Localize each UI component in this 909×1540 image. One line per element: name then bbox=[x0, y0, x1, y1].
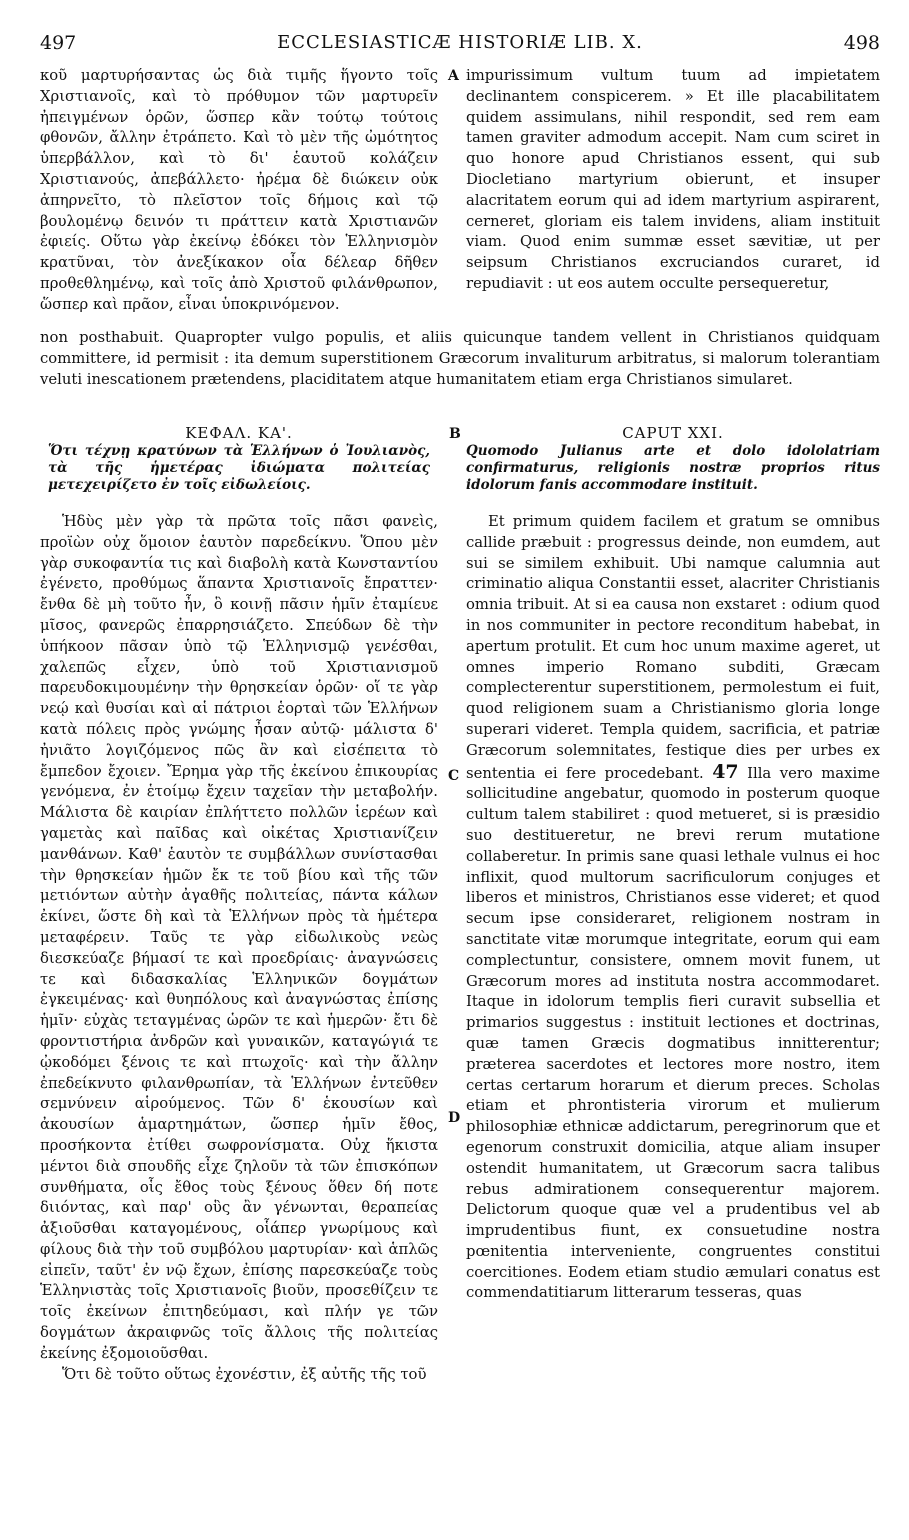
latin-chapter-summary: Quomodo Julianus arte et dolo idololatriam confirmaturus, religionis nostræ proprios ritus idolorum fanis accommodare instituit. bbox=[466, 443, 880, 493]
latin-chapter-column bbox=[466, 512, 880, 1304]
page-number-right: 498 bbox=[843, 32, 880, 54]
running-header bbox=[40, 32, 880, 56]
margin-marker-b: B bbox=[449, 426, 461, 442]
greek-top-column bbox=[40, 66, 438, 316]
greek-chapter-paragraph-next: Ὅτι δὲ τοῦτο οὕτως ἐχονέστιν, ἐξ αὐτῆς τῆς τοῦ bbox=[62, 1365, 427, 1383]
greek-chapter-paragraph: Ἡδὺς μὲν γὰρ τὰ πρῶτα τοῖς πᾶσι φανεὶς, προϊὼν οὐχ ὅμοιον ἑαυτὸν παρεδείκνυ. Ὅπου μὲν γὰρ συκοφαντία τις καὶ διαβολὴ κατὰ Κωνσταντίου ἐγένετο, προθύμως ἅπαντα Χριστιανοῖς ἔπραττεν· ἔνθα δὲ μὴ τοῦτο ἦν, ὃ κοινῇ πᾶσιν ἡμῖν ἐταμίευε μῖσος, φανερῶς ἐπαρρησιάζετο. Σπεύδων δὲ τὴν ὑπήκοον πᾶσαν ὑπὸ τῷ Ἑλληνισμῷ γενέσθαι, χαλεπῶς εἶχεν, ὑπὸ τοῦ Χριστιανισμοῦ παρευδοκιμουμένην τὴν θρησκείαν ὁρῶν· οἵ τε γὰρ νεῴ καὶ θυσίαι καὶ αἱ πάτριοι ἑορταὶ τῶν Ἑλλήνων κατὰ πόλεις πρὸς γνώμης ἦσαν αὐτῷ· μάλιστα δ' ἠνιᾶτο λογιζόμενος πῶς ἂν καὶ εἰσέπειτα τὸ ἔμπεδον ἔχοιεν. Ἔρημα γὰρ τῆς ἐκείνου ἐπικουρίας γενόμενα, ἐν ἑτοίμῳ ἔχειν ταχεῖαν τὴν μεταβολήν. Μάλιστα δὲ καιρίαν ἐπλήττετο πολλῶν ἱερέων καὶ γαμετὰς καὶ παῖδας καὶ οἰκέτας Χριστιανίζειν μανθάνων. Καθ' ἑαυτὸν τε συμβάλλων συνίστασθαι τὴν θρησκείαν ἡμῶν ἔκ τε τοῦ βίου καὶ τῆς τῶν μετιόντων αὐτὴν ἀγαθῆς πολιτείας, πάντα κάλων ἐκίνει, ὥστε δὴ καὶ τὰ Ἑλλήνων πρὸς τὰ ἡμέτερα μεταφέρειν. Ταῦς τε γὰρ εἰδωλικοὺς νεὼς διεσκεύαζε βήμασί τε καὶ προεδρίαις· ἀναγνώσεις τε καὶ διδασκαλίας Ἑλληνικῶν δογμάτων ἐγκειμένας· καὶ θυηπόλους καὶ ἀναγνώστας ἐπίσης ἡμῖν· εὐχὰς τεταγμένας ὡρῶν τε καὶ ἡμερῶν· ἔτι δὲ φροντιστήρια ἀνδρῶν καὶ γυναικῶν, καταγώγιά τε ᾠκοδόμει ξένοις τε καὶ πτωχοῖς· καὶ τὴν ἄλλην ἐπεδείκνυτο φιλανθρωπίαν, τὰ Ἑλλήνων ἐντεῦθεν σεμνύνειν αἱρούμενος. Τῶν δ' ἑκουσίων καὶ ἀκουσίων ἁμαρτημάτων, ὥσπερ ἡμῖν ἔθος, προσήκοντα ἐτίθει σωφρονίσματα. Οὐχ ἥκιστα μέντοι διὰ σπουδῆς εἶχε ζηλοῦν τὰ τῶν ἐπισκόπων συνθήματα, οἷς ἔθος τοὺς ξένους ὅθεν δή ποτε διιόντας, καὶ παρ' οὓς ἂν γένωνται, θεραπείας ἀξιοῦσθαι καταγομένους, οἷάπερ γνωρίμους καὶ φίλους διὰ τὴν τοῦ συμβόλου μαρτυρίαν· καὶ ἁπλῶς εἰπεῖν, ταῦτ' ἐν νῷ ἔχων, ἐπίσης παρεσκεύαζε τοὺς Ἑλληνιστὰς τοῖς Χριστιανοῖς βιοῦν, προσεθίζειν τε τοῖς ἐκείνων ἐπιτηδεύμασι, καὶ πλήν γε τῶν δογμάτων ἀκραιφνῶς τοῖς ἄλλοις τῆς πολιτείας ἐκείνης ἐξομοιοῦσθαι. bbox=[40, 513, 438, 1362]
latin-chapter-text-before: Et primum quidem facilem et gratum se omnibus callide præbuit : progressus deinde, non eumdem, aut sui se similem exhibuit. Ubi namque calumnia aut criminatio aliqua Constantii esset, alacriter Christianis omnia tribuit. At si ea causa non exstaret : odium quod in nos communiter in pectore reconditum habebat, in apertum protulit. Et cum hoc unum maxime ageret, ut omnes imperio Romano subditi, Græcam complecterentur superstitionem, permolestum ei fuit, quod religionem suam a Christianismo gloria longe superari videret. Templa quidem, sacrificia, et patriæ Græcorum solemnitates, festique dies per urbes ex sententia ei fere procedebant. bbox=[466, 513, 880, 782]
greek-chapter-column bbox=[40, 512, 438, 1385]
latin-top-text: impurissimum vultum tuum ad impietatem declinantem conspicerem. » Et ille placabilitatem quidem assimulans, nihil respondit, sed rem eam tamen graviter admodum accepit. Nam cum sciret in quo honore apud Christianos essent, qui sub Diocletiano martyrium obierunt, et insuper alacritatem eorum qui ad idem martyrium aspirarent, cerneret, gloriam eis talem invidens, aliam instituit viam. Quod enim summæ esset sævitiæ, ut per seipsum Christianos excruciandos curaret, id repudiavit : ut eos autem occulte persequeretur, bbox=[466, 67, 880, 292]
margin-marker-a: A bbox=[448, 68, 459, 84]
latin-chapter-heading: CAPUT XXI. bbox=[622, 424, 724, 442]
greek-top-text: κοῦ μαρτυρήσαντας ὡς διὰ τιμῆς ἥγοντο τοῖς Χριστιανοῖς, καὶ τὸ πρόθυμον τῶν μαρτυρεῖν ἠπειγμένων ὁρῶν, ὥσπερ κἂν τούτῳ τούτοις φθονῶν, ἄλλην ἐτράπετο. Καὶ τὸ μὲν τῆς ὠμότητος ὑπερβάλλον, καὶ τὸ δι' ἑαυτοῦ κολάζειν Χριστιανούς, ἀπεβάλλετο· ἠρέμα δὲ διώκειν οὐκ ἀπηρνεῖτο, τὸ πλεῖστον τοῖς δήμοις καὶ τῷ βουλομένῳ δεινόν τι πράττειν κατὰ Χριστιανῶν ἐφιείς. Οὕτω γὰρ ἐκείνῳ ἐδόκει τὸν Ἑλληνισμὸν κρατῦναι, τὸν ἀνεξίκακον οἷα δέλεαρ δῆθεν προθεθλημένῳ, καὶ τοῖς ἀπὸ Χριστοῦ φιλάνθρωπον, ὥσπερ καὶ πρᾶον, εἶναι ὑποκρινόμενον. bbox=[40, 67, 438, 313]
latin-chapter-paragraph bbox=[466, 512, 880, 1304]
greek-chapter-heading: ΚΕΦΑΛ. ΚΑ'. bbox=[185, 424, 293, 442]
margin-marker-d: D bbox=[448, 1110, 461, 1126]
page-number-left: 497 bbox=[40, 32, 77, 54]
latin-chapter-text-after: Illa vero maxime sollicitudine angebatur, quomodo in posterum quoque cultum talem stabiliret : quod metueret, si is præsidio suo destitueretur, ne brevi rerum mutatione collaberetur. In primis sane quasi lethale vulnus ei hoc inflixit, quod multorum sacrificulorum conjuges et liberos et ministros, Christianos esse videret; et quod secum ipse consideraret, religionem nostram in sanctitate vitæ morumque integritate, eorum qui eam complectuntur, consistere, omnem movit funem, ut Græcorum mores ad instituta nostra accommodaret. Itaque in idolorum templis fieri curavit subsellia et primarios suggestus : instituit lectiones et doctrinas, quæ tamen Græcis dogmatibus innitterentur; præterea sacerdotes et lectores more nostro, item certas certarum horarum et dierum preces. Scholas etiam et phrontisteria virorum et mulierum philosophiæ ethnicæ addictarum, peregrinorum que et egenorum construxit domicilia, atque aliam insuper ostendit humanitatem, ut Græcorum sacra talibus rebus admirationem consequerentur majorem. Delictorum quoque quæ vel a prudentibus vel ab imprudentibus fiunt, ex consuetudine nostra pœnitentia interveniente, congruentes constitui coercitiones. Eodem etiam studio æmulari conatus est commendatitiarum litterarum tesseras, quas bbox=[466, 764, 880, 1302]
running-title: ECCLESIASTICÆ HISTORIÆ LIB. X. bbox=[277, 32, 643, 53]
greek-chapter-summary: Ὅτι τέχνῃ κρατύνων τὰ Ἑλλήνων ὁ Ἰουλιανὸς, τὰ τῆς ἡμετέρας ἰδιώματα πολιτείας μετεχειρίζετο ἐν τοῖς εἰδωλείοις. bbox=[48, 443, 430, 493]
margin-marker-c: C bbox=[448, 768, 460, 784]
latin-top-column bbox=[466, 66, 880, 295]
full-width-paragraph: non posthabuit. Quapropter vulgo populis, et aliis quicunque tandem vellent in Christianos quidquam committere, id permisit : ita demum superstitionem Græcorum invaliturum arbitratus, si malorum tolerantiam veluti inescationem prætendens, placiditatem atque humanitatem etiam erga Christianos simularet. bbox=[40, 329, 880, 388]
marginal-number: 47 bbox=[712, 760, 739, 783]
